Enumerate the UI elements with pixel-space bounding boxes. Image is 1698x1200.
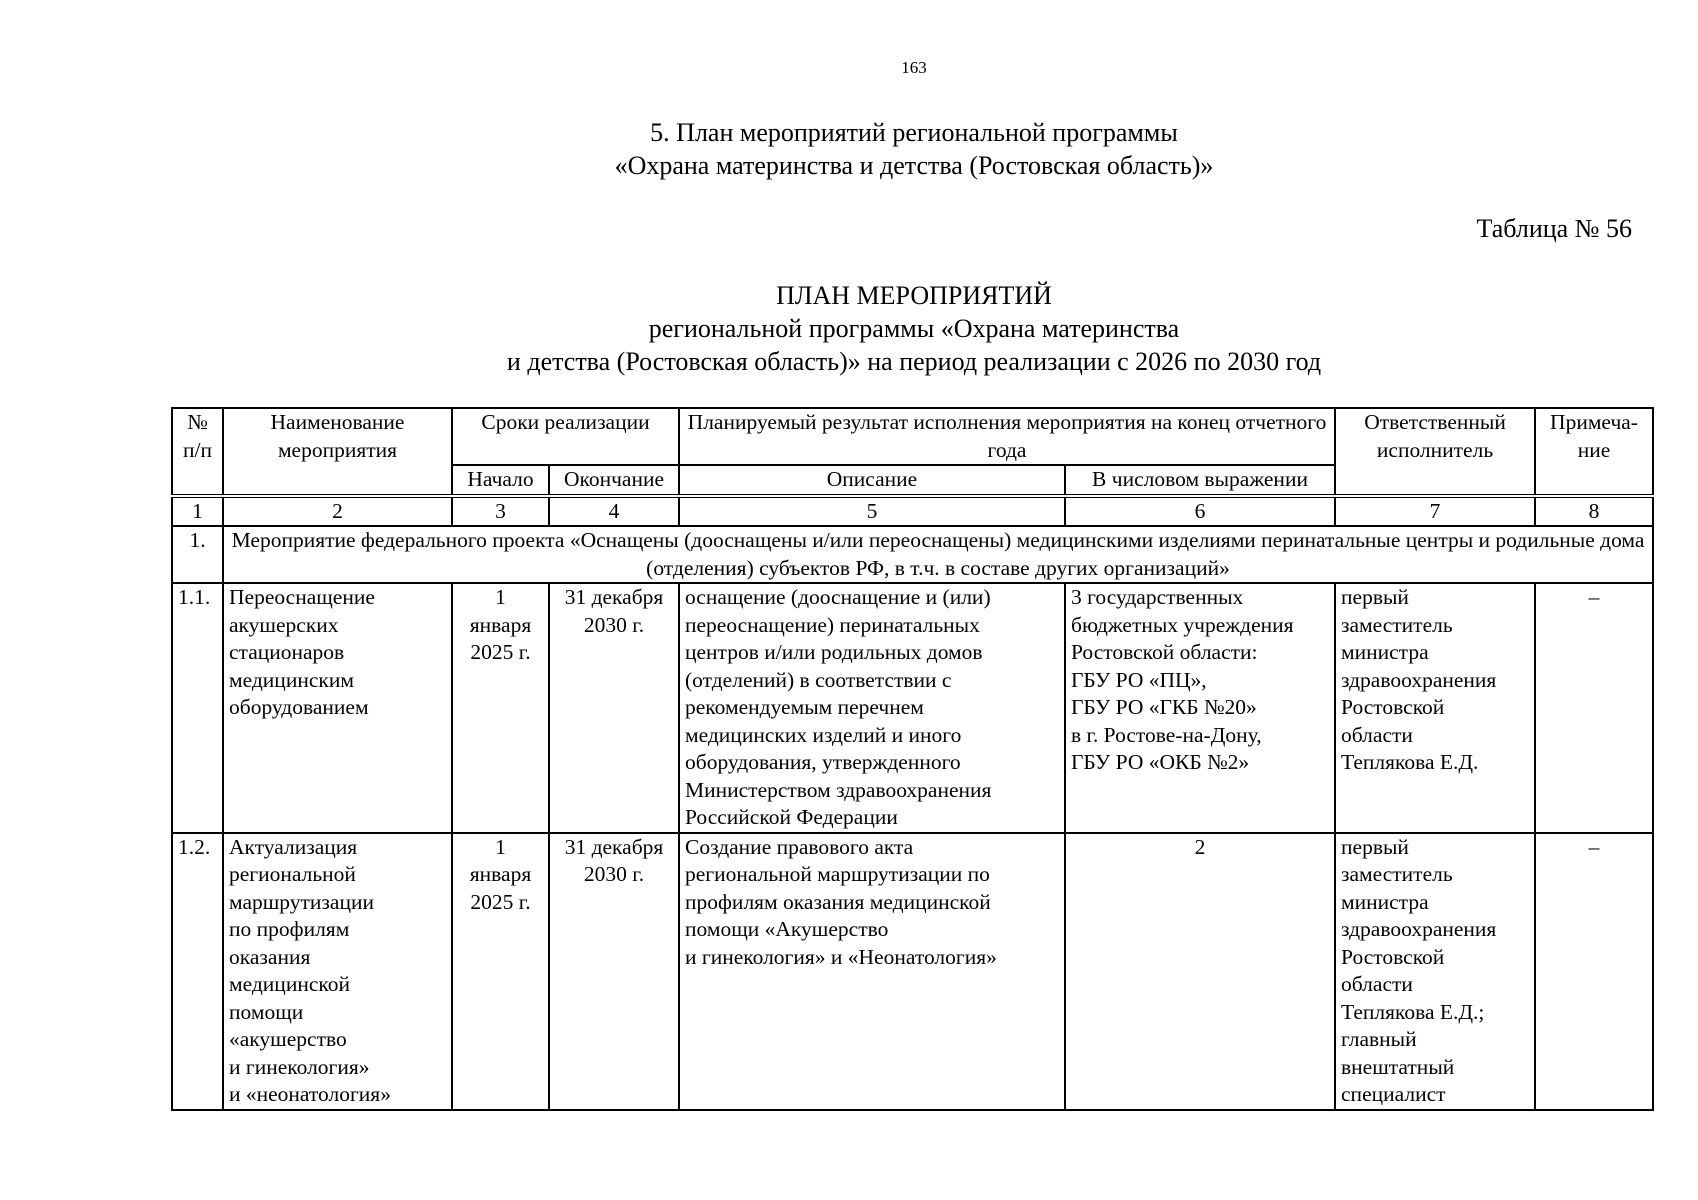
column-number: 8 xyxy=(1535,496,1653,527)
plan-table xyxy=(171,407,1654,1111)
row-note: – xyxy=(1535,583,1653,833)
row-description: оснащение (дооснащение и (или) переоснащение) перинатальных центров и/или родильных домов (отделений) в соответствии с рекомендуемым перечнем медицинских изделий и иного оборудования, утвержденного Министерством здравоохранения Российской Федерации xyxy=(679,583,1065,833)
row-start: 1 января 2025 г. xyxy=(452,833,549,1110)
row-end: 31 декабря 2030 г. xyxy=(549,583,679,833)
header-result: Планируемый результат исполнения мероприятия на конец отчетного года xyxy=(679,408,1335,465)
header-terms: Сроки реализации xyxy=(452,408,679,465)
row-name: Переоснащение акушерских стационаров медицинским оборудованием xyxy=(223,583,452,833)
header-start: Начало xyxy=(452,465,549,496)
column-number-row xyxy=(172,496,1653,527)
column-number: 7 xyxy=(1335,496,1535,527)
header-description: Описание xyxy=(679,465,1065,496)
header-name: Наименование мероприятия xyxy=(223,408,452,496)
column-number: 5 xyxy=(679,496,1065,527)
row-responsible: первый заместитель министра здравоохранения Ростовской области Теплякова Е.Д.; главный внештатный специалист xyxy=(1335,833,1535,1110)
row-numeric: 3 государственных бюджетных учреждения Ростовской области: ГБУ РО «ПЦ», ГБУ РО «ГКБ №20» в г. Ростове-на-Дону, ГБУ РО «ОКБ №2» xyxy=(1065,583,1335,833)
row-responsible: первый заместитель министра здравоохранения Ростовской области Теплякова Е.Д. xyxy=(1335,583,1535,833)
table-row xyxy=(172,583,1653,833)
column-number: 6 xyxy=(1065,496,1335,527)
plan-title xyxy=(0,279,1698,378)
table-label: Таблица № 56 xyxy=(1476,214,1632,243)
section-title-line-1: 5. План мероприятий региональной программы xyxy=(650,118,1178,147)
table-header-row xyxy=(172,408,1653,465)
column-number: 3 xyxy=(452,496,549,527)
column-number: 1 xyxy=(172,496,223,527)
row-name: Актуализация региональной маршрутизации по профилям оказания медицинской помощи «акушерство и гинекология» и «неонатология» xyxy=(223,833,452,1110)
row-note: – xyxy=(1535,833,1653,1110)
row-num: 1.2. xyxy=(172,833,223,1110)
table-row xyxy=(172,833,1653,1110)
row-num: 1.1. xyxy=(172,583,223,833)
section-title-cell: Мероприятие федерального проекта «Оснащены (дооснащены и/или переоснащены) медицинскими изделиями перинатальные центры и родильные дома (отделения) субъектов РФ, в т.ч. в составе других организаций» xyxy=(223,526,1653,583)
row-description: Создание правового акта региональной маршрутизации по профилям оказания медицинской помощи «Акушерство и гинекология» и «Неонатология» xyxy=(679,833,1065,1110)
row-numeric: 2 xyxy=(1065,833,1335,1110)
header-numeric: В числовом выражении xyxy=(1065,465,1335,496)
plan-title-line-2: региональной программы «Охрана материнства xyxy=(648,314,1180,343)
header-num: № п/п xyxy=(172,408,223,496)
header-responsible: Ответственный исполнитель xyxy=(1335,408,1535,496)
column-number: 2 xyxy=(223,496,452,527)
page-number: 163 xyxy=(901,58,927,77)
row-end: 31 декабря 2030 г. xyxy=(549,833,679,1110)
section-num: 1. xyxy=(172,526,223,583)
column-number: 4 xyxy=(549,496,679,527)
section-row xyxy=(172,526,1653,583)
plan-title-line-3: и детства (Ростовская область)» на период реализации с 2026 по 2030 год xyxy=(506,347,1322,376)
header-note: Примеча- ние xyxy=(1535,408,1653,496)
section-title xyxy=(0,116,1698,182)
section-title-line-2: «Охрана материнства и детства (Ростовская область)» xyxy=(614,151,1214,180)
header-end: Окончание xyxy=(549,465,679,496)
plan-title-line-1: ПЛАН МЕРОПРИЯТИЙ xyxy=(776,281,1052,310)
row-start: 1 января 2025 г. xyxy=(452,583,549,833)
